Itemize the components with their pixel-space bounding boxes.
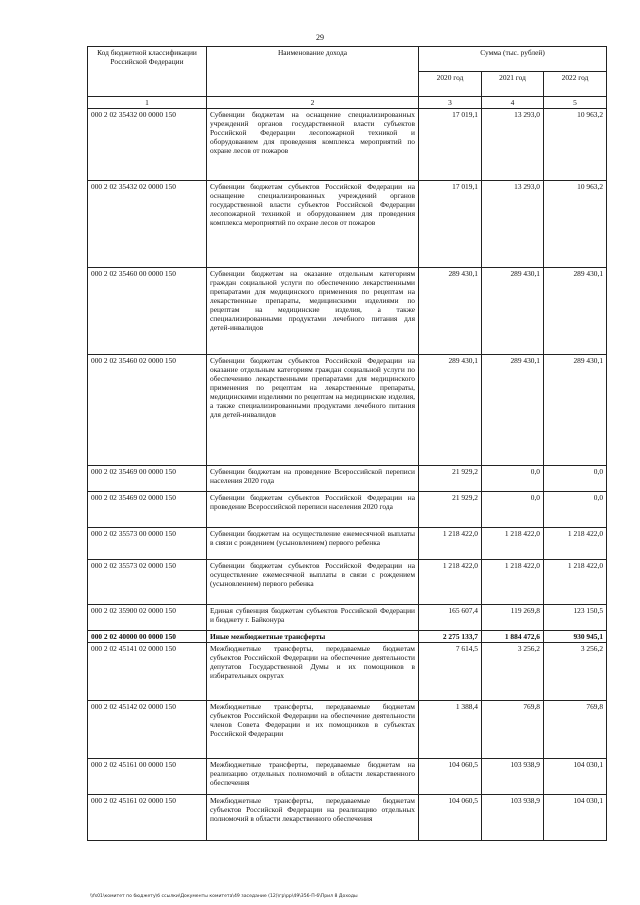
revenue-name-cell: Субвенции бюджетам субъектов Российской Федерации на осуществление ежемесячной выплаты в связи с рождением (усыновлением) первого ребенка (207, 560, 419, 605)
revenue-name-cell: Межбюджетные трансферты, передаваемые бюджетам субъектов Российской Федерации на обеспечение деятельности депутатов Государственной Думы и их помощников в избирательных округах (207, 643, 419, 701)
budget-code-cell: 000 2 02 35432 02 0000 150 (88, 181, 207, 268)
code-column-header: Код бюджетной классификации Российской Федерации (88, 47, 207, 97)
amount-2022-cell: 10 963,2 (544, 181, 607, 268)
amount-2020-cell: 104 060,5 (419, 795, 482, 841)
column-number: 4 (482, 97, 544, 109)
amount-2022-cell: 0,0 (544, 466, 607, 492)
name-column-header: Наименование дохода (207, 47, 419, 97)
table-row (88, 466, 607, 492)
table-row (88, 528, 607, 560)
amount-2020-cell: 17 019,1 (419, 181, 482, 268)
amount-2020-cell: 1 388,4 (419, 701, 482, 759)
budget-code-cell: 000 2 02 40000 00 0000 150 (88, 631, 207, 643)
table-row (88, 560, 607, 605)
amount-2020-cell: 21 929,2 (419, 492, 482, 528)
revenue-name-cell: Межбюджетные трансферты, передаваемые бюджетам субъектов Российской Федерации на реализацию отдельных полномочий в области лекарственного обеспечения (207, 795, 419, 841)
amount-2022-cell: 104 030,1 (544, 759, 607, 795)
budget-revenue-table (87, 46, 607, 841)
table-row (88, 492, 607, 528)
amount-2021-cell: 13 293,0 (482, 181, 544, 268)
amount-2022-cell: 930 945,1 (544, 631, 607, 643)
amount-2022-cell: 104 030,1 (544, 795, 607, 841)
revenue-name-cell: Межбюджетные трансферты, передаваемые бюджетам субъектов Российской Федерации на обеспечение деятельности членов Совета Федерации и их помощников в субъектах Российской Федерации (207, 701, 419, 759)
budget-code-cell: 000 2 02 45142 02 0000 150 (88, 701, 207, 759)
budget-code-cell: 000 2 02 45141 02 0000 150 (88, 643, 207, 701)
table-row (88, 631, 607, 643)
table-row (88, 109, 607, 181)
amount-2021-cell: 3 256,2 (482, 643, 544, 701)
table-row (88, 643, 607, 701)
amount-2022-cell: 1 218 422,0 (544, 560, 607, 605)
year-header: 2020 год (419, 72, 482, 97)
amount-2021-cell: 289 430,1 (482, 268, 544, 355)
amount-2022-cell: 289 430,1 (544, 355, 607, 466)
amount-2021-cell: 103 938,9 (482, 759, 544, 795)
amount-2021-cell: 289 430,1 (482, 355, 544, 466)
budget-code-cell: 000 2 02 45161 00 0000 150 (88, 759, 207, 795)
year-header: 2022 год (544, 72, 607, 97)
amount-2021-cell: 1 218 422,0 (482, 528, 544, 560)
amount-2020-cell: 2 275 133,7 (419, 631, 482, 643)
table-row (88, 181, 607, 268)
budget-code-cell: 000 2 02 35460 00 0000 150 (88, 268, 207, 355)
revenue-name-cell: Субвенции бюджетам на осуществление ежемесячной выплаты в связи с рождением (усыновлением) первого ребенка (207, 528, 419, 560)
budget-code-cell: 000 2 02 35900 02 0000 150 (88, 605, 207, 631)
amount-2022-cell: 289 430,1 (544, 268, 607, 355)
amount-2021-cell: 769,8 (482, 701, 544, 759)
revenue-name-cell: Субвенции бюджетам на оказание отдельным категориям граждан социальной услуги по обеспечению лекарственными препаратами для медицинского применения по рецептам на лекарственные препараты, медицинскими изделиями по рецептам на медицинские изделия, а также специализированными продуктами лечебного питания для детей-инвалидов (207, 268, 419, 355)
amount-2021-cell: 0,0 (482, 492, 544, 528)
revenue-name-cell: Единая субвенция бюджетам субъектов Российской Федерации и бюджету г. Байконура (207, 605, 419, 631)
table-row (88, 701, 607, 759)
amount-2022-cell: 123 150,5 (544, 605, 607, 631)
amount-2021-cell: 0,0 (482, 466, 544, 492)
sum-column-header: Сумма (тыс. рублей) (419, 47, 607, 72)
column-number: 5 (544, 97, 607, 109)
revenue-name-cell: Субвенции бюджетам на оснащение специализированных учреждений органов государственной власти субъектов Российской Федерации лесопожарной техникой и оборудованием для проведения комплекса мероприятий по охране лесов от пожаров (207, 109, 419, 181)
budget-code-cell: 000 2 02 35460 02 0000 150 (88, 355, 207, 466)
page-number: 29 (316, 33, 324, 42)
revenue-name-cell: Субвенции бюджетам субъектов Российской Федерации на оснащение специализированных учреждений органов государственной власти субъектов Российской Федерации лесопожарной техникой и оборудованием для проведения комплекса мероприятий по охране лесов от пожаров (207, 181, 419, 268)
year-header: 2021 год (482, 72, 544, 97)
amount-2021-cell: 103 938,9 (482, 795, 544, 841)
amount-2021-cell: 1 218 422,0 (482, 560, 544, 605)
table-row (88, 795, 607, 841)
column-number: 1 (88, 97, 207, 109)
table-row (88, 759, 607, 795)
amount-2020-cell: 165 607,4 (419, 605, 482, 631)
revenue-name-cell: Иные межбюджетные трансферты (207, 631, 419, 643)
budget-code-cell: 000 2 02 35432 00 0000 150 (88, 109, 207, 181)
amount-2020-cell: 1 218 422,0 (419, 560, 482, 605)
revenue-name-cell: Субвенции бюджетам субъектов Российской Федерации на оказание отдельным категориям граждан социальной услуги по обеспечению лекарственными препаратами для медицинского применения по рецептам на лекарственные препараты, медицинскими изделиями по рецептам на медицинские изделия, а также специализированными продуктами лечебного питания для детей-инвалидов (207, 355, 419, 466)
table-row (88, 605, 607, 631)
amount-2022-cell: 1 218 422,0 (544, 528, 607, 560)
revenue-name-cell: Субвенции бюджетам субъектов Российской Федерации на проведение Всероссийской переписи населения 2020 года (207, 492, 419, 528)
footer-file-path: \\fs01\комитет по бюджету\б ссылки\Документы комитета\49 заседание (12)\гр\рр\49\356-П-6\Прил 8 Доходы (90, 894, 358, 899)
revenue-name-cell: Межбюджетные трансферты, передаваемые бюджетам на реализацию отдельных полномочий в области лекарственного обеспечения (207, 759, 419, 795)
amount-2020-cell: 7 614,5 (419, 643, 482, 701)
amount-2020-cell: 17 019,1 (419, 109, 482, 181)
amount-2020-cell: 21 929,2 (419, 466, 482, 492)
budget-code-cell: 000 2 02 35573 00 0000 150 (88, 528, 207, 560)
revenue-name-cell: Субвенции бюджетам на проведение Всероссийской переписи населения 2020 года (207, 466, 419, 492)
budget-code-cell: 000 2 02 35469 00 0000 150 (88, 466, 207, 492)
amount-2020-cell: 289 430,1 (419, 355, 482, 466)
amount-2020-cell: 1 218 422,0 (419, 528, 482, 560)
amount-2021-cell: 1 884 472,6 (482, 631, 544, 643)
amount-2021-cell: 119 269,8 (482, 605, 544, 631)
budget-code-cell: 000 2 02 45161 02 0000 150 (88, 795, 207, 841)
amount-2022-cell: 769,8 (544, 701, 607, 759)
column-number: 3 (419, 97, 482, 109)
table-row (88, 268, 607, 355)
amount-2022-cell: 0,0 (544, 492, 607, 528)
column-number: 2 (207, 97, 419, 109)
amount-2020-cell: 289 430,1 (419, 268, 482, 355)
amount-2020-cell: 104 060,5 (419, 759, 482, 795)
budget-code-cell: 000 2 02 35469 02 0000 150 (88, 492, 207, 528)
budget-code-cell: 000 2 02 35573 02 0000 150 (88, 560, 207, 605)
amount-2022-cell: 10 963,2 (544, 109, 607, 181)
amount-2022-cell: 3 256,2 (544, 643, 607, 701)
table-row (88, 355, 607, 466)
amount-2021-cell: 13 293,0 (482, 109, 544, 181)
